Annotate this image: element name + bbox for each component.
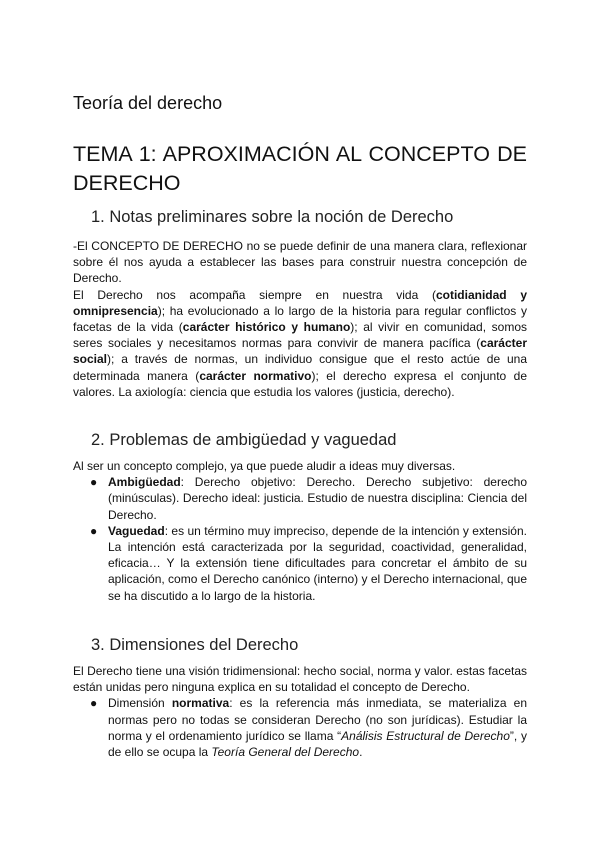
bullet-icon: ● xyxy=(90,696,98,711)
section-2-list xyxy=(73,474,527,604)
section-2-intro: Al ser un concepto complejo, ya que puede aludir a ideas muy diversas. xyxy=(73,459,456,473)
topic-heading-line2: DERECHO xyxy=(73,171,181,195)
topic-heading-line1: TEMA 1: APROXIMACIÓN AL CONCEPTO DE xyxy=(73,142,527,166)
section-2-body xyxy=(73,458,527,604)
section-1-body xyxy=(73,238,527,400)
list-item-vaguedad: ● Vaguedad: es un término muy impreciso, depende de la intención y extensión. La intención está caracterizada por la seguridad, coactividad, generalidad, eficacia… Y la extensión tiene dificultades para concretar el ámbito de su aplicación, como el Derecho canónico (interno) y el Derecho internacional, que se ha discutido a lo largo de la historia. xyxy=(90,523,527,603)
section-1-paragraph-1: -El CONCEPTO DE DERECHO no se puede definir de una manera clara, reflexionar sobre él nos ayuda a establecer las bases para construir nuestra concepción de Derecho. xyxy=(73,239,527,286)
topic-heading xyxy=(73,140,527,198)
list-item-ambiguedad: ● Ambigüedad: Derecho objetivo: Derecho. Derecho subjetivo: derecho (minúsculas). Derecho ideal: justicia. Estudio de nuestra disciplina: Ciencia del Derecho. xyxy=(90,475,527,522)
bullet-icon: ● xyxy=(90,475,98,490)
section-3-list xyxy=(73,695,527,760)
section-3-heading: 3. Dimensiones del Derecho xyxy=(91,636,299,654)
section-1-heading: 1. Notas preliminares sobre la noción de Derecho xyxy=(91,208,454,226)
section-2-heading: 2. Problemas de ambigüedad y vaguedad xyxy=(91,431,397,449)
section-3-body xyxy=(73,663,527,760)
bullet-icon: ● xyxy=(90,523,98,538)
section-1-paragraph-2: El Derecho nos acompaña siempre en nuestra vida (cotidianidad y omnipresencia); ha evolucionado a lo largo de la historia para regular conflictos y facetas de la vida (carácter histórico y humano); al vivir en comunidad, somos seres sociales y necesitamos normas para convivir de manera pacífica (carácter social); a través de normas, un individuo consigue que el resto actúe de una determinada manera (carácter normativo); el derecho expresa el conjunto de valores. La axiología: ciencia que estudia los valores (justicia, derecho). xyxy=(73,287,528,399)
section-3-intro: El Derecho tiene una visión tridimensional: hecho social, norma y valor. estas facetas están unidas pero ninguna explica en su totalidad el concepto de Derecho. xyxy=(73,664,527,695)
document-title: Teoría del derecho xyxy=(73,93,223,113)
list-item-dimension-normativa: ● Dimensión normativa: es la referencia más inmediata, se materializa en normas pero no todas se consideran Derecho (no son jurídicas). Estudiar la norma y el ordenamiento jurídico se llama “Análisis Estructural de Derecho”, y de ello se ocupa la Teoría General del Derecho. xyxy=(90,696,527,760)
